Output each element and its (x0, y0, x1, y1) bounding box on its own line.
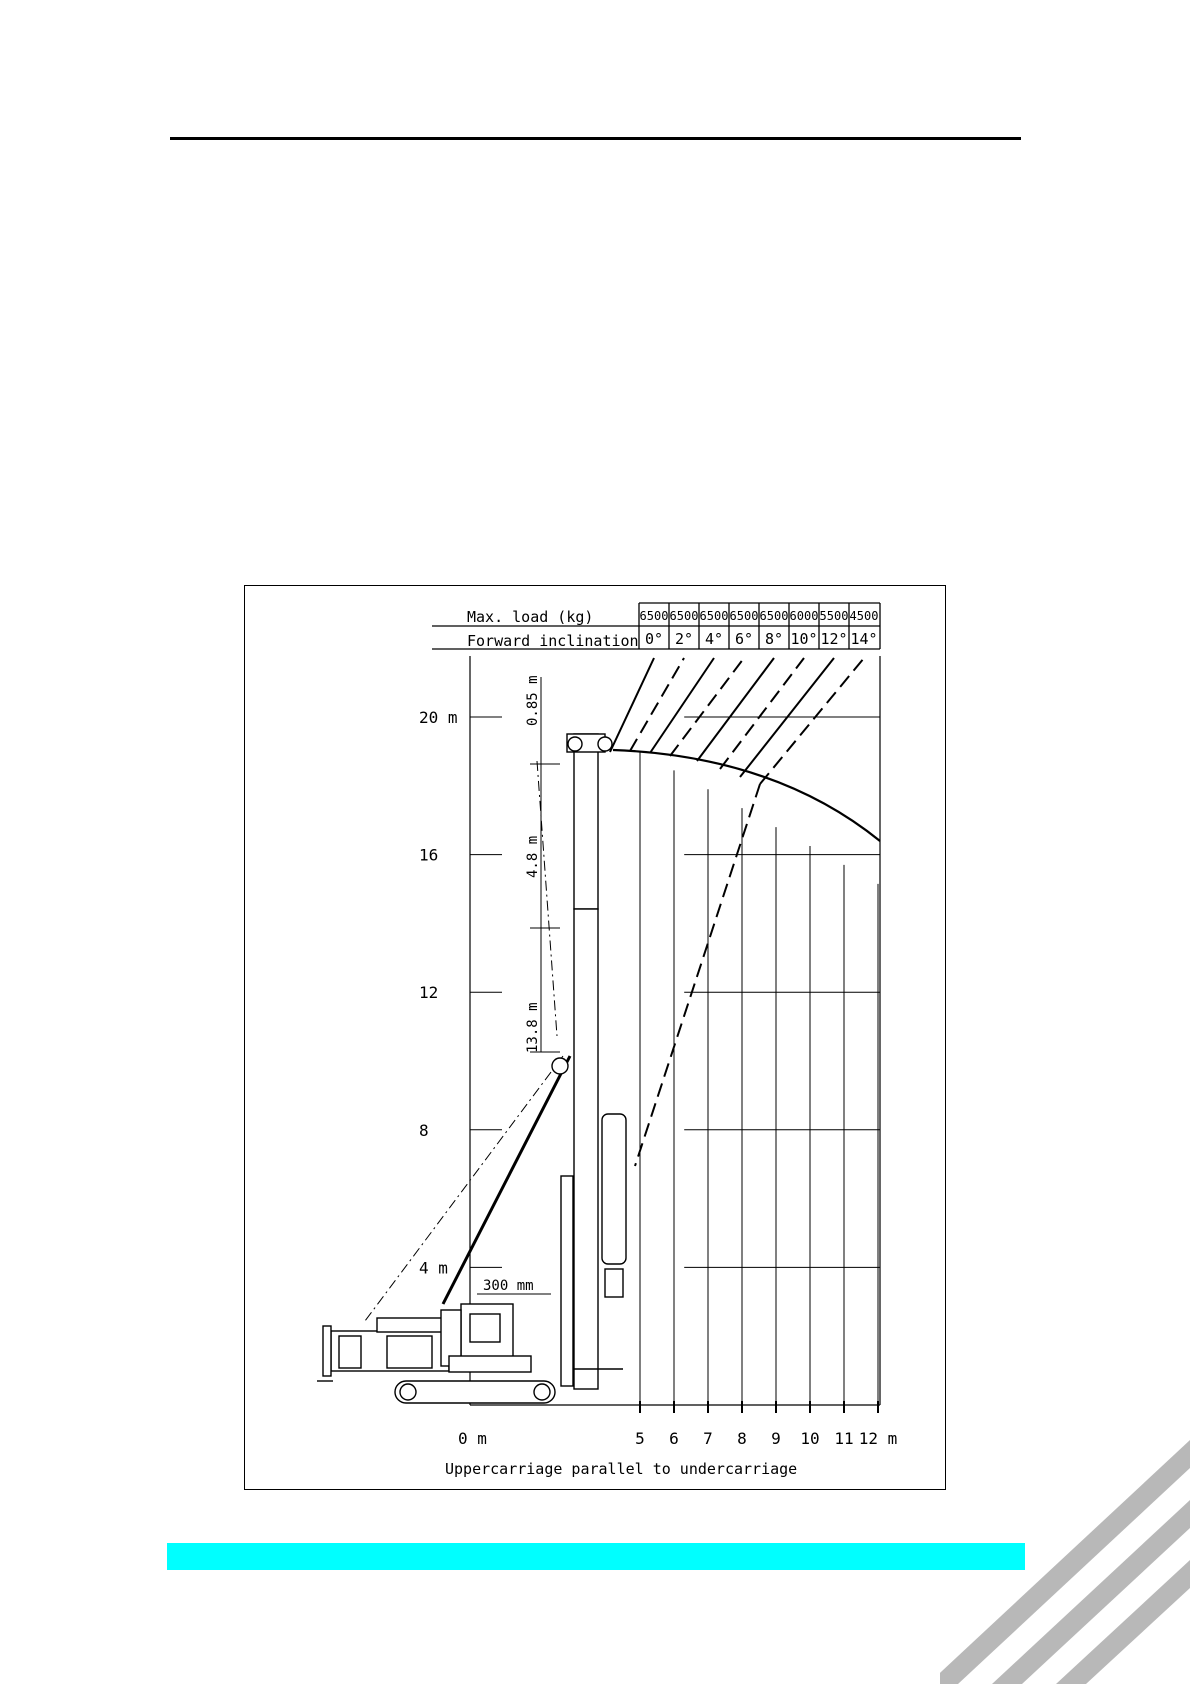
load-cells (640, 609, 879, 623)
max-load-label: Max. load (kg) (467, 608, 594, 626)
inclination-line-2 (630, 658, 684, 751)
mast-upper (574, 734, 598, 909)
load-value: 6500 (639, 609, 669, 623)
x-tick-label: 10 (800, 1429, 820, 1448)
load-value: 5500 (819, 609, 849, 623)
x-tick-label: 9 (771, 1429, 781, 1448)
x-tick-label: 5 (635, 1429, 645, 1448)
load-value: 6500 (699, 609, 729, 623)
footer-color-bar (167, 1543, 1025, 1570)
y-tick-label: 8 (419, 1120, 429, 1140)
y-axis (419, 708, 502, 1277)
y-tick-label: 20 m (419, 708, 458, 727)
piling-rig-drawing (317, 734, 626, 1403)
inclination-value: 2° (674, 630, 694, 648)
x-tick-label: 0 m (458, 1429, 487, 1448)
angle-cells (645, 630, 878, 648)
engine-hood (377, 1318, 449, 1332)
load-value: 6500 (759, 609, 789, 623)
dimension-0-85m: 0.85 m (525, 675, 541, 726)
x-axis (458, 1401, 897, 1448)
load-value: 6500 (669, 609, 699, 623)
header-rule (170, 137, 1021, 140)
mast-lower (574, 909, 598, 1389)
inclination-line-0 (610, 658, 654, 752)
inclination-lines (610, 658, 864, 784)
x-tick-label: 11 (834, 1429, 854, 1448)
inclination-line-14 (760, 658, 864, 784)
y-tick-label: 16 (419, 845, 439, 865)
inclination-value: 12° (820, 630, 848, 648)
inclination-line-4 (650, 658, 714, 753)
x-axis-label: Uppercarriage parallel to undercarriage (445, 1460, 798, 1478)
x-tick-label: 12 m (858, 1429, 898, 1448)
x-tick-label: 6 (669, 1429, 679, 1448)
inclination-value: 0° (644, 630, 664, 648)
dimension-13-8m: 13.8 m (525, 1002, 541, 1053)
load-value: 6500 (729, 609, 759, 623)
inclination-value: 14° (850, 630, 878, 648)
load-value: 6000 (789, 609, 819, 623)
inclination-line-8 (697, 658, 774, 761)
hammer (602, 1114, 626, 1264)
inclination-value: 8° (764, 630, 784, 648)
inclination-value: 4° (704, 630, 724, 648)
y-tick-label: 4 m (419, 1258, 448, 1278)
dimension-300mm: 300 mm (483, 1278, 534, 1294)
pulley (552, 1058, 568, 1074)
corner-stripes-decoration (940, 1440, 1190, 1684)
load-value: 4500 (849, 609, 879, 623)
crawler-track (395, 1381, 555, 1403)
load-diagram (244, 585, 946, 1490)
inclination-value: 6° (734, 630, 754, 648)
vertical-grid (640, 751, 878, 1405)
x-tick-label: 8 (737, 1429, 747, 1448)
backstay (443, 1056, 570, 1304)
load-diagram-svg (245, 586, 947, 1491)
inclination-value: 10° (790, 630, 818, 648)
dimension-4-8m: 4.8 m (525, 835, 541, 878)
forward-inclination-label: Forward inclination (467, 632, 639, 650)
horizontal-grid (684, 717, 880, 1267)
inclined-mast-line (635, 784, 760, 1166)
x-tick-label: 7 (703, 1429, 713, 1448)
y-tick-label: 12 (419, 983, 439, 1003)
